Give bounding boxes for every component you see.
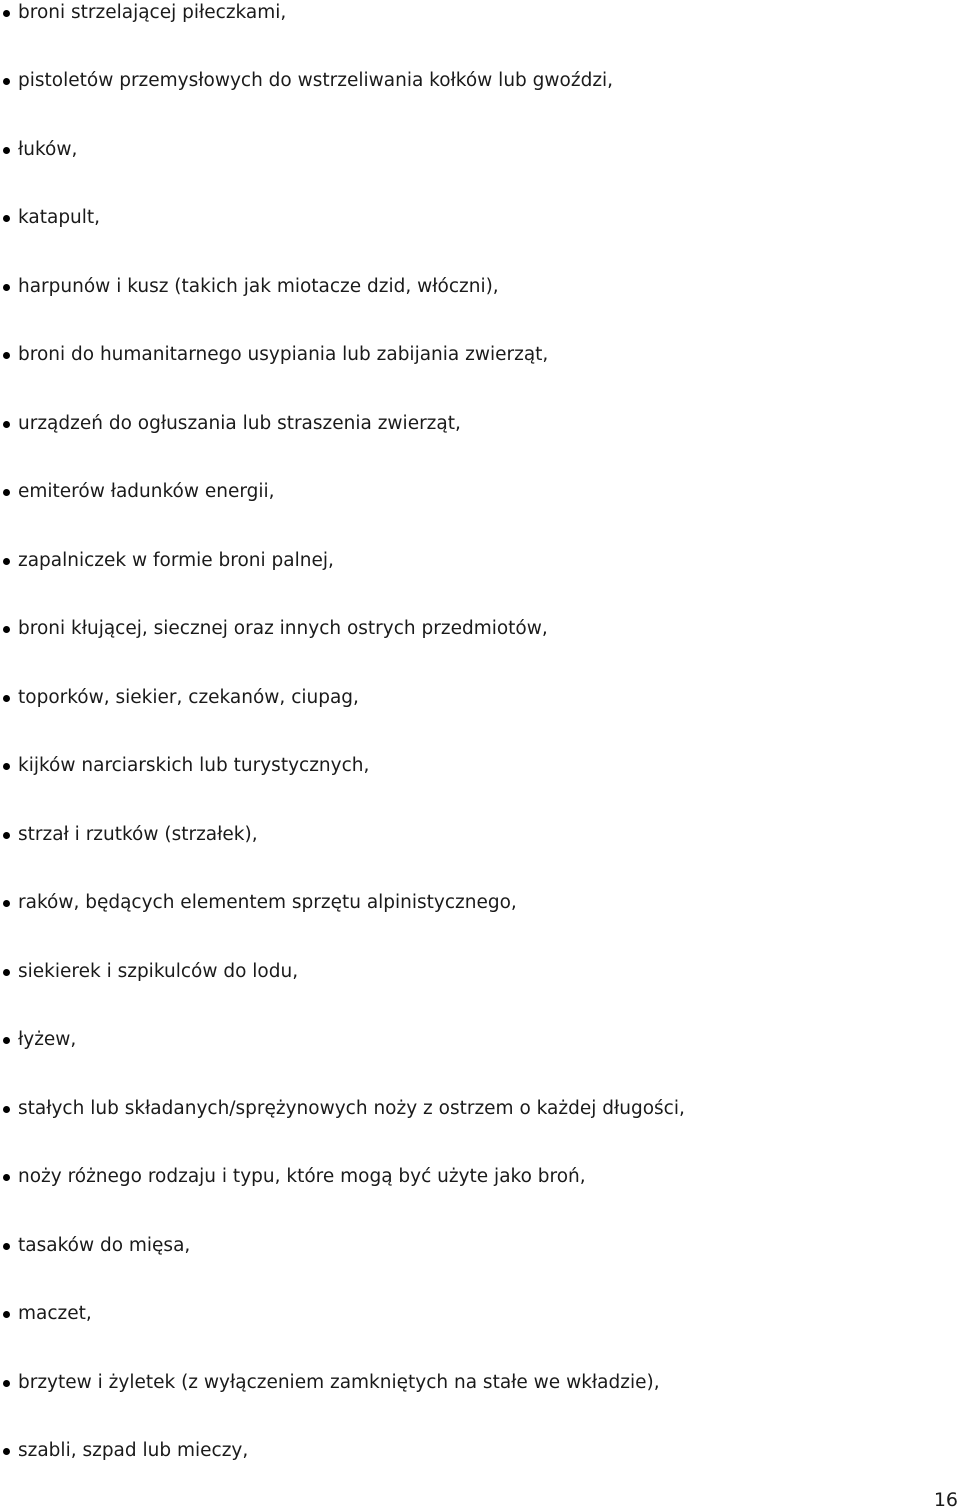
list-item	[0, 888, 940, 918]
list-item	[0, 340, 940, 370]
list-item	[0, 409, 940, 439]
list-item-text: broni do humanitarnego usypiania lub zabijania zwierząt,	[18, 344, 549, 365]
list-item-text: pistoletów przemysłowych do wstrzeliwania kołków lub gwoździ,	[18, 70, 614, 91]
list-item-text: stałych lub składanych/sprężynowych noży z ostrzem o każdej długości,	[18, 1098, 685, 1119]
list-item	[0, 1231, 940, 1261]
list-item-text: łuków,	[18, 139, 78, 160]
bullet-icon	[3, 1174, 10, 1181]
bullet-icon	[3, 626, 10, 633]
page-number: 16	[933, 1489, 958, 1511]
bullet-icon	[3, 558, 10, 565]
bullet-icon	[3, 489, 10, 496]
list-item	[0, 957, 940, 987]
bullet-icon	[3, 763, 10, 770]
list-item-text: tasaków do mięsa,	[18, 1235, 191, 1256]
list-item-text: siekierek i szpikulców do lodu,	[18, 961, 299, 982]
list-item-text: kijków narciarskich lub turystycznych,	[18, 755, 370, 776]
bullet-icon	[3, 969, 10, 976]
list-item-text: urządzeń do ogłuszania lub straszenia zwierząt,	[18, 413, 461, 434]
list-item-text: katapult,	[18, 207, 101, 228]
list-item	[0, 751, 940, 781]
list-item	[0, 0, 940, 28]
list-item	[0, 66, 940, 96]
bullet-icon	[3, 1311, 10, 1318]
list-item	[0, 477, 940, 507]
bullet-icon	[3, 1106, 10, 1113]
bullet-icon	[3, 1448, 10, 1455]
list-item-text: noży różnego rodzaju i typu, które mogą być użyte jako broń,	[18, 1166, 586, 1187]
bullet-icon	[3, 284, 10, 291]
list-item-text: łyżew,	[18, 1029, 77, 1050]
list-item-text: szabli, szpad lub mieczy,	[18, 1440, 249, 1461]
list-item-text: broni kłującej, siecznej oraz innych ostrych przedmiotów,	[18, 618, 548, 639]
list-item	[0, 820, 940, 850]
list-item-text: harpunów i kusz (takich jak miotacze dzid, włóczni),	[18, 276, 499, 297]
list-item	[0, 683, 940, 713]
list-item-text: broni strzelającej piłeczkami,	[18, 2, 287, 23]
bullet-icon	[3, 215, 10, 222]
list-item-text: toporków, siekier, czekanów, ciupag,	[18, 687, 359, 708]
list-item	[0, 1368, 940, 1398]
list-item-text: zapalniczek w formie broni palnej,	[18, 550, 334, 571]
list-item	[0, 272, 940, 302]
list-item	[0, 1299, 940, 1329]
list-item	[0, 1162, 940, 1192]
bullet-icon	[3, 147, 10, 154]
bullet-icon	[3, 10, 10, 17]
list-item	[0, 1094, 940, 1124]
bullet-icon	[3, 352, 10, 359]
bullet-icon	[3, 1380, 10, 1387]
bullet-icon	[3, 421, 10, 428]
bullet-icon	[3, 695, 10, 702]
list-item-text: raków, będących elementem sprzętu alpinistycznego,	[18, 892, 517, 913]
list-item-text: maczet,	[18, 1303, 92, 1324]
list-item	[0, 203, 940, 233]
bullet-icon	[3, 900, 10, 907]
bullet-icon	[3, 832, 10, 839]
list-item	[0, 546, 940, 576]
list-item-text: brzytew i żyletek (z wyłączeniem zamkniętych na stałe we wkładzie),	[18, 1372, 660, 1393]
list-item-text: strzał i rzutków (strzałek),	[18, 824, 258, 845]
bullet-icon	[3, 1243, 10, 1250]
list-item	[0, 614, 940, 644]
list-item	[0, 135, 940, 165]
list-item-text: emiterów ładunków energii,	[18, 481, 275, 502]
list-item	[0, 1025, 940, 1055]
bullet-icon	[3, 78, 10, 85]
list-item	[0, 1436, 940, 1466]
bullet-icon	[3, 1037, 10, 1044]
